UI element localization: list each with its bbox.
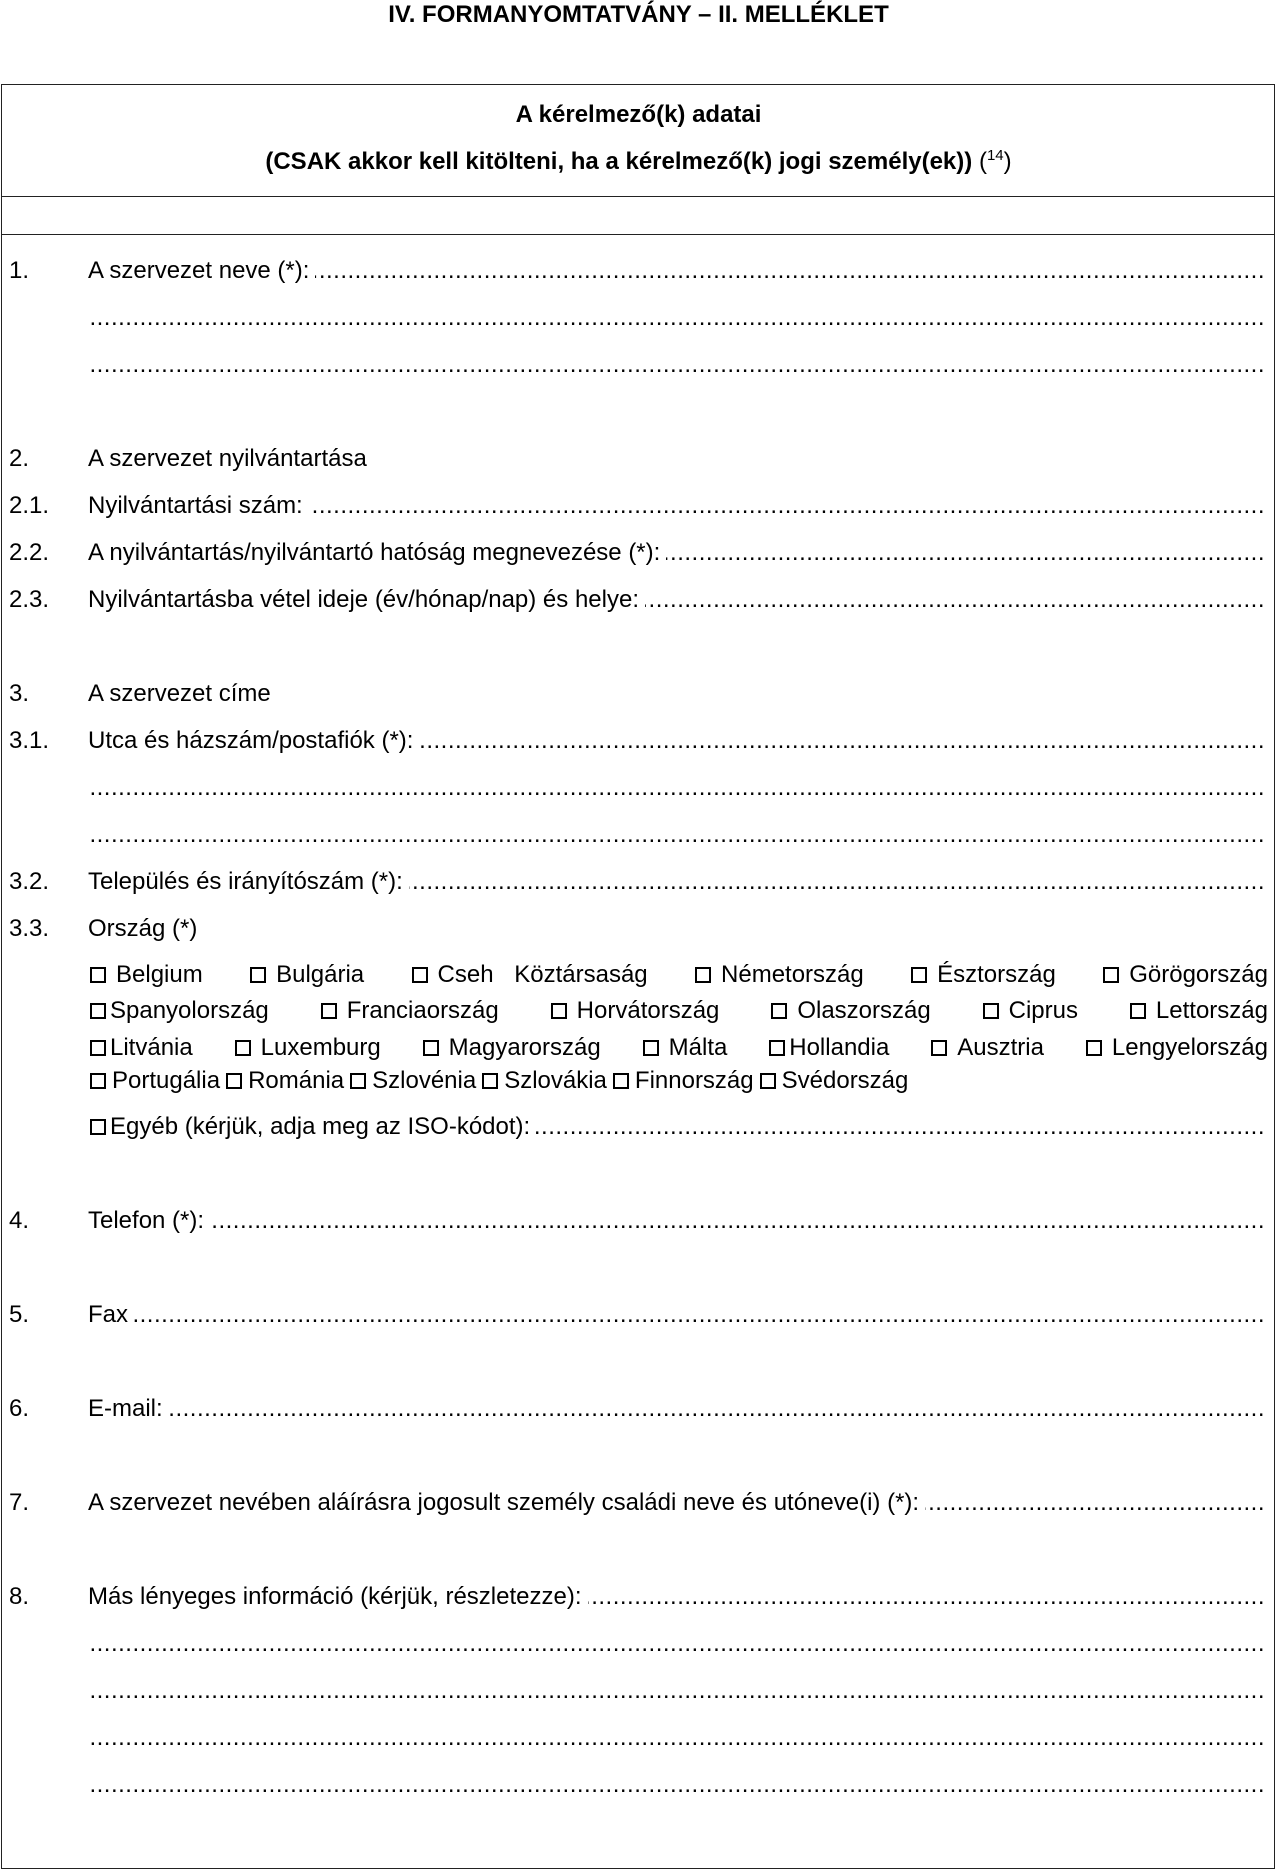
footnote-close: ) [1003,148,1012,175]
checkbox-france[interactable] [321,996,499,1026]
checkbox-square-icon[interactable] [423,1040,439,1056]
field-number: 7. [9,1489,30,1516]
checkbox-square-icon[interactable] [235,1040,251,1056]
fill-line[interactable] [90,820,1265,850]
checkbox-square-icon[interactable] [226,1073,242,1089]
country-label: Lengyelország [1111,1034,1268,1061]
checkbox-square-icon[interactable] [90,1040,106,1056]
country-label: Cseh Köztársaság [437,961,648,988]
fill-line[interactable] [90,1629,1265,1659]
checkbox-belgium[interactable] [90,960,203,990]
field-number: 2. [9,445,30,472]
country-label: Ausztria [957,1034,1044,1061]
country-label: Bulgária [276,961,365,988]
checkbox-square-icon[interactable] [1103,967,1119,983]
fill-line[interactable] [88,1206,1265,1236]
checkbox-greece[interactable] [1103,960,1268,990]
country-label: Litvánia [110,1034,193,1061]
checkbox-poland[interactable] [1086,1033,1268,1063]
footnote-reference: 14 [986,147,1004,164]
field-label: A szervezet neve (*): [88,256,315,286]
checkbox-square-icon[interactable] [911,967,927,983]
fill-line-row [0,820,1277,850]
checkbox-czech-republic[interactable] [412,960,648,990]
field-label: Telefon (*): [88,1206,210,1236]
country-label: Svédország [781,1067,909,1094]
field-label: E-mail: [88,1394,169,1424]
field-number: 3.2. [9,868,50,895]
field-label: Nyilvántartási szám: [88,491,309,521]
country-label: Szlovákia [504,1067,607,1094]
field-registration-date-place [0,585,1277,615]
country-row-4 [90,1065,1268,1097]
country-row-3 [90,1032,1268,1064]
fill-line[interactable] [90,350,1265,380]
fill-line-row [0,1770,1277,1800]
checkbox-square-icon[interactable] [412,967,428,983]
field-registration-number [0,491,1277,521]
country-label: Horvátország [576,997,720,1024]
checkbox-bulgaria[interactable] [250,960,364,990]
field-city-postcode [0,867,1277,897]
field-other-information [0,1582,1277,1612]
field-label: Egyéb (kérjük, adja meg az ISO-kódot): [110,1113,531,1140]
checkbox-slovenia[interactable] [350,1066,476,1096]
checkbox-estonia[interactable] [911,960,1056,990]
checkbox-square-icon[interactable] [350,1073,366,1089]
country-label: Hollandia [789,1034,890,1061]
country-label: Franciaország [346,997,499,1024]
form-title: IV. FORMANYOMTATVÁNY – II. MELLÉKLET [388,1,889,28]
heading-divider [1,196,1275,197]
checkbox-square-icon[interactable] [250,967,266,983]
checkbox-netherlands[interactable] [769,1033,889,1063]
checkbox-germany[interactable] [695,960,864,990]
field-number: 2.2. [9,539,50,566]
checkbox-square-icon[interactable] [90,1003,106,1019]
field-number: 4. [9,1207,30,1234]
checkbox-square-icon[interactable] [769,1040,785,1056]
field-number: 1. [9,257,30,284]
field-email [0,1394,1277,1424]
field-fax [0,1300,1277,1330]
section-heading: A kérelmező(k) adatai [515,101,762,128]
country-label: Ciprus [1008,997,1078,1024]
checkbox-square-icon[interactable] [613,1073,629,1089]
fill-line[interactable] [90,1770,1265,1800]
field-address [0,679,1277,709]
field-number: 2.3. [9,586,50,613]
fill-line-row [0,1723,1277,1753]
field-organisation-name [0,256,1277,286]
field-country [0,914,1277,944]
fill-line-row [0,1629,1277,1659]
checkbox-italy[interactable] [771,996,930,1026]
field-country-other [0,1112,1277,1142]
country-label: Szlovénia [372,1067,477,1094]
field-registration-authority [0,538,1277,568]
field-label: A nyilvántartás/nyilvántartó hatóság megnevezése (*): [88,538,666,568]
country-label: Spanyolország [110,997,269,1024]
checkbox-square-icon[interactable] [90,1073,106,1089]
fill-line[interactable] [88,1300,1265,1330]
fill-line-row [0,350,1277,380]
checkbox-square-icon[interactable] [695,967,711,983]
field-label: Fax [88,1300,134,1330]
country-row-2 [90,995,1268,1027]
checkbox-square-icon[interactable] [983,1003,999,1019]
checkbox-square-icon[interactable] [1086,1040,1102,1056]
checkbox-malta[interactable] [643,1033,728,1063]
field-label: Utca és házszám/postafiók (*): [88,726,419,756]
checkbox-croatia[interactable] [551,996,720,1026]
country-label: Belgium [116,961,203,988]
checkbox-lithuania[interactable] [90,1033,193,1063]
fill-line-row [0,773,1277,803]
checkbox-square-icon[interactable] [931,1040,947,1056]
country-label: Görögország [1129,961,1268,988]
field-street [0,726,1277,756]
country-label: Észtország [937,961,1056,988]
checkbox-square-icon[interactable] [1130,1003,1146,1019]
field-label: A szervezet címe [88,679,277,709]
field-label: Ország (*) [88,914,203,944]
checkbox-austria[interactable] [931,1033,1044,1063]
fill-line[interactable] [90,303,1265,333]
field-number: 8. [9,1583,30,1610]
checkbox-romania[interactable] [226,1066,344,1096]
fill-line[interactable] [88,1394,1265,1424]
country-label: Luxemburg [260,1034,381,1061]
field-number: 5. [9,1301,30,1328]
country-label: Magyarország [448,1034,601,1061]
fill-line[interactable] [90,1723,1265,1753]
checkbox-square-icon[interactable] [760,1073,776,1089]
checkbox-luxembourg[interactable] [235,1033,381,1063]
checkbox-square-icon[interactable] [771,1003,787,1019]
checkbox-square-icon[interactable] [551,1003,567,1019]
field-label: Nyilvántartásba vétel ideje (év/hónap/nap) és helye: [88,585,645,615]
field-number: 2.1. [9,492,50,519]
field-label: Más lényeges információ (kérjük, részletezze): [88,1582,588,1612]
country-row-1 [90,959,1268,991]
field-number: 3.1. [9,727,50,754]
checkbox-portugal[interactable] [90,1066,220,1096]
section-subheading [0,147,1277,177]
field-registration [0,444,1277,474]
field-label: Település és irányítószám (*): [88,867,409,897]
checkbox-slovakia[interactable] [482,1066,607,1096]
country-label: Románia [248,1067,345,1094]
checkbox-latvia[interactable] [1130,996,1268,1026]
checkbox-sweden[interactable] [760,1066,909,1096]
field-label: A szervezet nevében aláírásra jogosult személy családi neve és utóneve(i) (*): [88,1488,925,1518]
fill-line-row [0,303,1277,333]
checkbox-cyprus[interactable] [983,996,1078,1026]
checkbox-other[interactable] [90,1112,536,1142]
checkbox-square-icon[interactable] [90,1119,106,1135]
field-authorised-signatory [0,1488,1277,1518]
field-telephone [0,1206,1277,1236]
country-label: Finnország [634,1067,754,1094]
checkbox-square-icon[interactable] [643,1040,659,1056]
fill-line[interactable] [90,1676,1265,1706]
checkbox-square-icon[interactable] [90,967,106,983]
checkbox-finland[interactable] [613,1066,754,1096]
country-label: Portugália [112,1067,221,1094]
checkbox-square-icon[interactable] [482,1073,498,1089]
country-label: Németország [721,961,864,988]
field-number: 6. [9,1395,30,1422]
fill-line-row [0,1676,1277,1706]
country-label: Olaszország [797,997,931,1024]
checkbox-hungary[interactable] [423,1033,601,1063]
country-label: Lettország [1155,997,1268,1024]
field-label: A szervezet nyilvántartása [88,444,373,474]
subheading-text: (CSAK akkor kell kitölteni, ha a kérelmező(k) jogi személy(ek)) [265,148,973,175]
section-divider [1,234,1275,235]
country-label: Málta [668,1034,728,1061]
checkbox-square-icon[interactable] [321,1003,337,1019]
checkbox-spain[interactable] [90,996,269,1026]
field-number: 3.3. [9,915,50,942]
field-number: 3. [9,680,30,707]
fill-line[interactable] [90,773,1265,803]
footnote-open: ( [978,148,987,175]
